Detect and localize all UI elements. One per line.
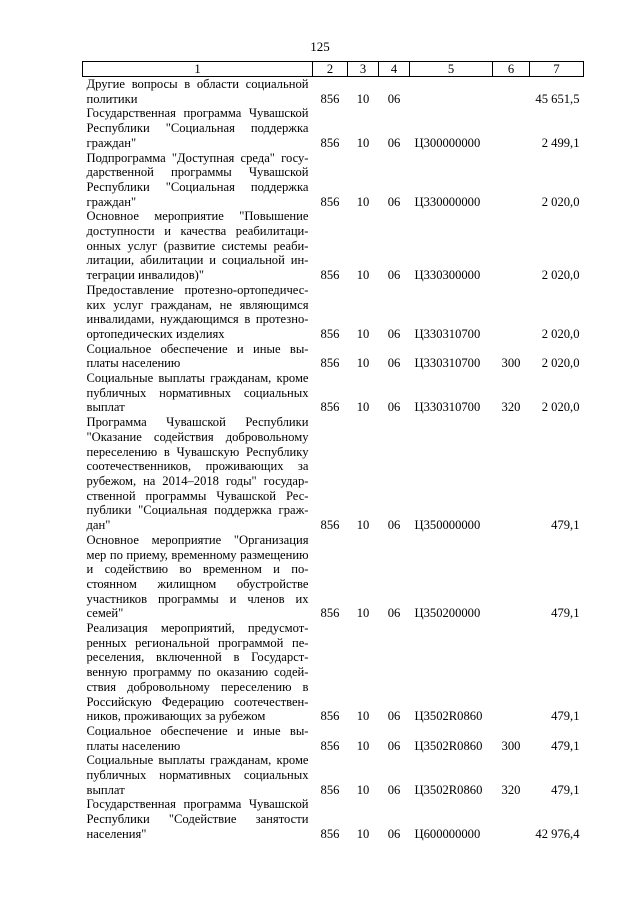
table-row [83,106,584,150]
row-target-code: Ц300000000 [414,135,481,150]
row-amount: 479,1 [551,782,580,797]
row-target-code: Ц330310700 [414,400,481,415]
row-expense-type [493,533,530,621]
table-row [83,415,584,533]
row-name: Государственная программа Чувашской Республики "Социальная поддержка граждан" [86,106,309,150]
row-section-code: 10 [356,356,370,371]
row-target-code: Ц330310700 [414,356,481,371]
table-row [83,342,584,371]
row-target-code [410,77,493,107]
row-ministry-code: 856 [320,91,340,106]
row-expense-type [493,151,530,210]
row-expense-type [493,106,530,150]
col-header-3: 3 [348,62,379,77]
row-target-code: Ц330310700 [414,326,481,341]
table-row [83,371,584,415]
row-section-code: 10 [356,326,370,341]
table-row [83,533,584,621]
table-row [83,621,584,724]
table-row [83,724,584,753]
row-subsection-code: 06 [387,91,401,106]
col-header-7: 7 [530,62,584,77]
row-subsection-code: 06 [387,826,401,841]
row-expense-type [493,797,530,841]
row-ministry-code: 856 [320,518,340,533]
row-amount: 45 651,5 [535,91,580,106]
row-ministry-code: 856 [320,135,340,150]
row-subsection-code: 06 [387,356,401,371]
row-name: Основное мероприятие "Повышение доступности и качества реабилитационных услуг (развитие системы реабилитации, абилитации и социальной интеграции инвалидов)" [86,209,309,283]
page-number: 125 [310,39,330,54]
row-expense-type: 320 [501,782,521,797]
row-amount: 2 020,0 [541,356,580,371]
row-section-code: 10 [356,518,370,533]
row-ministry-code: 856 [320,326,340,341]
row-section-code: 10 [356,135,370,150]
row-expense-type [493,209,530,283]
row-name: Предоставление протезно-ортопедических услуг гражданам, не являющимся инвалидами, нуждающимся в протезно-ортопедических изделиях [86,282,309,341]
table-row [83,283,584,342]
row-expense-type [493,415,530,533]
row-ministry-code: 856 [320,738,340,753]
row-name: Социальное обеспечение и иные выплаты населению [86,341,309,371]
row-name: Другие вопросы в области социальной политики [86,77,309,106]
row-subsection-code: 06 [387,518,401,533]
row-section-code: 10 [356,91,370,106]
row-target-code: Ц3502R0860 [414,709,483,724]
row-name: Программа Чувашской Республики "Оказание содействия добровольному переселению в Чувашскую Республику соотечественников, проживающих за рубежом, на 2014–2018 годы" государственной программы Чувашской Республики "Социальная поддержка граждан" [86,415,309,533]
row-amount: 42 976,4 [535,826,580,841]
row-name: Социальные выплаты гражданам, кроме публичных нормативных социальных выплат [86,753,309,797]
row-expense-type: 300 [501,738,521,753]
row-target-code: Ц350000000 [414,518,481,533]
row-name: Государственная программа Чувашской Республики "Содействие занятости населения" [86,797,309,841]
row-name: Подпрограмма "Доступная среда" государственной программы Чувашской Республики "Социальная поддержка граждан" [86,150,309,209]
col-header-1: 1 [83,62,313,77]
row-expense-type [493,283,530,342]
row-target-code: Ц330000000 [414,194,481,209]
row-target-code: Ц330300000 [414,268,481,283]
col-header-6: 6 [493,62,530,77]
row-target-code: Ц3502R0860 [414,782,483,797]
row-section-code: 10 [356,194,370,209]
row-name: Реализация мероприятий, предусмотренных региональной программой переселения, включенной в Государственную программу по оказанию содействия добровольному переселению в Российскую Федерацию соотечественников, проживающих за рубежом [86,621,309,724]
row-amount: 479,1 [551,606,580,621]
row-name: Социальное обеспечение и иные выплаты населению [86,723,309,753]
row-amount: 479,1 [551,738,580,753]
row-section-code: 10 [356,400,370,415]
row-amount: 2 499,1 [541,135,580,150]
col-header-5: 5 [410,62,493,77]
row-ministry-code: 856 [320,709,340,724]
row-name: Социальные выплаты гражданам, кроме публичных нормативных социальных выплат [86,371,309,415]
row-section-code: 10 [356,738,370,753]
row-name: Основное мероприятие "Организация мер по приему, временному размещению и содействию во временном и постоянном жилищном обустройстве участников программы и членов их семей" [86,532,309,621]
table-row [83,209,584,283]
row-target-code: Ц3502R0860 [414,738,483,753]
row-subsection-code: 06 [387,326,401,341]
row-expense-type [493,77,530,107]
row-subsection-code: 06 [387,268,401,283]
col-header-4: 4 [379,62,410,77]
row-subsection-code: 06 [387,135,401,150]
table-body [83,77,584,842]
table-row [83,797,584,841]
row-section-code: 10 [356,606,370,621]
row-subsection-code: 06 [387,709,401,724]
row-ministry-code: 856 [320,356,340,371]
row-ministry-code: 856 [320,268,340,283]
row-ministry-code: 856 [320,826,340,841]
row-expense-type [493,621,530,724]
row-amount: 2 020,0 [541,268,580,283]
row-subsection-code: 06 [387,400,401,415]
row-amount: 2 020,0 [541,194,580,209]
row-subsection-code: 06 [387,606,401,621]
row-section-code: 10 [356,268,370,283]
row-expense-type: 300 [501,356,521,371]
row-ministry-code: 856 [320,606,340,621]
row-subsection-code: 06 [387,194,401,209]
row-ministry-code: 856 [320,400,340,415]
row-ministry-code: 856 [320,782,340,797]
row-amount: 479,1 [551,518,580,533]
row-expense-type: 320 [501,400,521,415]
row-amount: 2 020,0 [541,400,580,415]
row-target-code: Ц600000000 [414,826,481,841]
col-header-2: 2 [313,62,348,77]
row-section-code: 10 [356,782,370,797]
row-target-code: Ц350200000 [414,606,481,621]
row-amount: 479,1 [551,709,580,724]
header-row [83,62,584,77]
table-row [83,753,584,797]
row-subsection-code: 06 [387,782,401,797]
row-amount: 2 020,0 [541,326,580,341]
row-ministry-code: 856 [320,194,340,209]
row-section-code: 10 [356,709,370,724]
row-section-code: 10 [356,826,370,841]
row-subsection-code: 06 [387,738,401,753]
table-row [83,77,584,107]
table-row [83,151,584,210]
budget-table [82,61,584,842]
